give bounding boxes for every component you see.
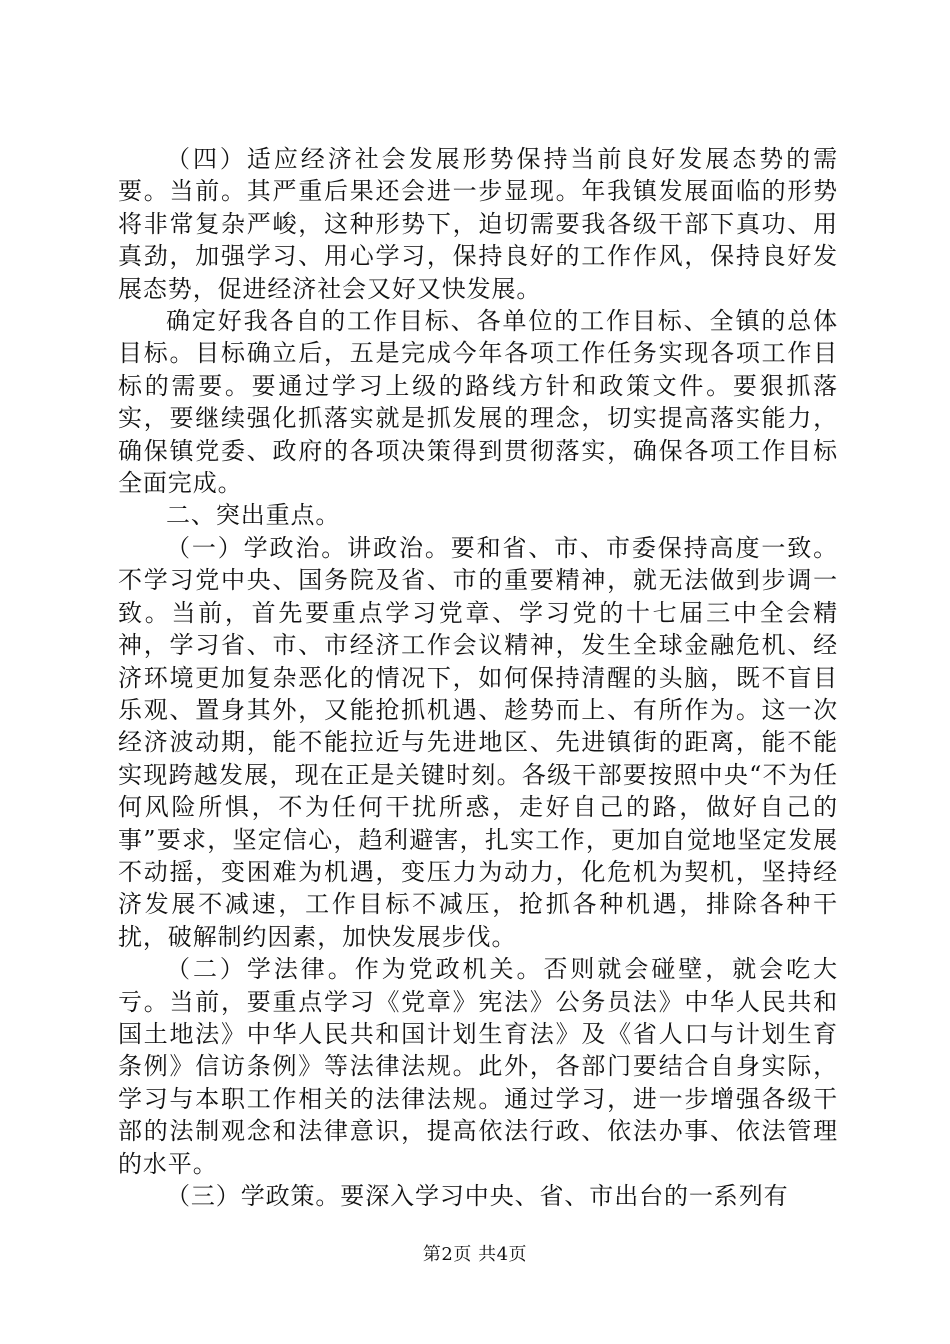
paragraph-work-goals: 确定好我各自的工作目标、各单位的工作目标、全镇的总体目标。目标确立后，五是完成今年各项工作任务实现各项工作目标的需要。要通过学习上级的路线方针和政策文件。要狠抓落实，要继续强化抓落实就是抓发展的理念，切实提高落实能力，确保镇党委、政府的各项决策得到贯彻落实，确保各项工作目标全面完成。 — [118, 307, 838, 498]
paragraph-section-4-economic-situation: （四）适应经济社会发展形势保持当前良好发展态势的需要。当前。其严重后果还会进一步显现。年我镇发展面临的形势将非常复杂严峻，这种形势下，迫切需要我各级干部下真功、用真劲，加强学习、用心学习，保持良好的工作作风，保持良好发展态势，促进经济社会又好又快发展。 — [118, 145, 838, 303]
paragraph-study-law: （二）学法律。作为党政机关。否则就会碰壁，就会吃大亏。当前，要重点学习《党章》宪法》公务员法》中华人民共和国土地法》中华人民共和国计划生育法》及《省人口与计划生育条例》信访条例》等法律法规。此外，各部门要结合自身实际，学习与本职工作相关的法律法规。通过学习，进一步增强各级干部的法制观念和法律意识，提高依法行政、依法办事、依法管理的水平。 — [118, 955, 838, 1178]
page-number-footer: 第2页 共4页 — [422, 1244, 528, 1265]
paragraph-study-politics: （一）学政治。讲政治。要和省、市、市委保持高度一致。不学习党中央、国务院及省、市的重要精神，就无法做到步调一致。当前，首先要重点学习党章、学习党的十七届三中全会精神，学习省、市、市经济工作会议精神，发生全球金融危机、经济环境更加复杂恶化的情况下，如何保持清醒的头脑，既不盲目乐观、置身其外，又能抢抓机遇、趁势而上、有所作为。这一次经济波动期，能不能拉近与先进地区、先进镇街的距离，能不能实现跨越发展，现在正是关键时刻。各级干部要按照中央“不为任何风险所惧，不为任何干扰所惑，走好自己的路，做好自己的事”要求，坚定信心，趋利避害，扎实工作，更加自觉地坚定发展不动摇，变困难为机遇，变压力为动力，化危机为契机，坚持经济发展不减速，工作目标不减压，抢抓各种机遇，排除各种干扰，破解制约因素，加快发展步伐。 — [118, 533, 838, 951]
document-body — [118, 143, 838, 1212]
paragraph-study-policy: （三）学政策。要深入学习中央、省、市出台的一系列有 — [166, 1182, 789, 1210]
section-heading-key-points: 二、突出重点。 — [166, 501, 341, 530]
